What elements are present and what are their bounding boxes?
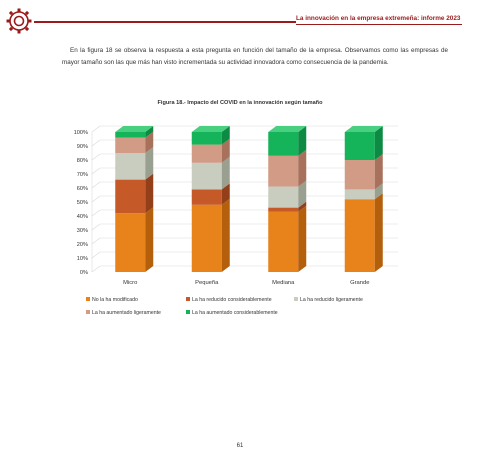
y-tick-label: 90% [76,144,88,150]
bar-segment-side [222,199,230,272]
y-tick-label: 50% [76,200,88,206]
legend-swatch [186,310,190,314]
bar-segment [345,199,375,272]
y-tick-label: 70% [76,172,88,178]
gridline-diagonal [92,126,100,132]
bar-segment-side [375,154,383,189]
bar-segment [268,132,298,156]
bar-segment [192,163,222,190]
bar-segment [268,156,298,187]
legend-label: La ha reducido considerablemente [192,296,272,303]
gridline-diagonal [92,168,100,174]
bar-segment [115,180,145,214]
bar-segment [345,189,375,199]
bar-segment [192,205,222,272]
legend-swatch [86,297,90,301]
figure-caption: Figura 18.- Impacto del COVID en la innovación según tamaño [157,100,323,106]
gridline-diagonal [92,266,100,272]
legend-swatch [294,297,298,301]
bar-segment-side [145,207,153,272]
y-tick-label: 100% [73,130,88,136]
bar-segment [115,138,145,153]
bar-segment-side [298,206,306,272]
body-paragraph-text: En la figura 18 se observa la respuesta a esta pregunta en función del tamaño de la empresa. Observamos como las empresas de mayor tamaño son las que más han visto incrementada su actividad innovadora como consecuencia de la pandemia. [62,47,448,67]
bar-segment [115,213,145,272]
bar-segment [268,208,298,212]
x-tick-label: Mediana [272,280,295,286]
x-tick-label: Pequeña [195,280,219,286]
legend-label: No la ha modificado [92,296,138,303]
y-tick-label: 80% [76,158,88,164]
gridline-diagonal [92,238,100,244]
y-tick-label: 10% [76,256,88,262]
bar-segment-side [375,193,383,272]
gridline-diagonal [92,196,100,202]
gridline-diagonal [92,252,100,258]
bar-segment [192,132,222,145]
x-tick-label: Micro [123,280,138,286]
bar-segment-side [375,126,383,160]
bar-segment [192,145,222,163]
page-number: 61 [236,443,244,449]
gridline-diagonal [92,182,100,188]
y-tick-label: 0% [79,270,88,276]
y-tick-label: 20% [76,242,88,248]
gridline-diagonal [92,210,100,216]
y-tick-label: 60% [76,186,88,192]
legend-label: La ha reducido ligeramente [300,296,363,303]
legend-label: La ha aumentado considerablemente [192,309,278,316]
legend-label: La ha aumentado ligeramente [92,309,161,316]
x-tick-label: Grande [350,280,370,286]
bar-segment-side [145,174,153,214]
bar-segment [192,189,222,204]
bar-segment-side [298,150,306,187]
bar-segment [268,212,298,272]
header-title: La innovación en la empresa extremeña: informe 2023 [296,15,461,22]
gridline-diagonal [92,140,100,146]
bar-segment [345,160,375,189]
y-tick-label: 30% [76,228,88,234]
legend-swatch [86,310,90,314]
bar-segment [345,132,375,160]
bar-segment [268,187,298,208]
gridline-diagonal [92,224,100,230]
bar-segment [115,153,145,180]
bar-segment [115,132,145,138]
legend-swatch [186,297,190,301]
gridline-diagonal [92,154,100,160]
y-tick-label: 40% [76,214,88,220]
